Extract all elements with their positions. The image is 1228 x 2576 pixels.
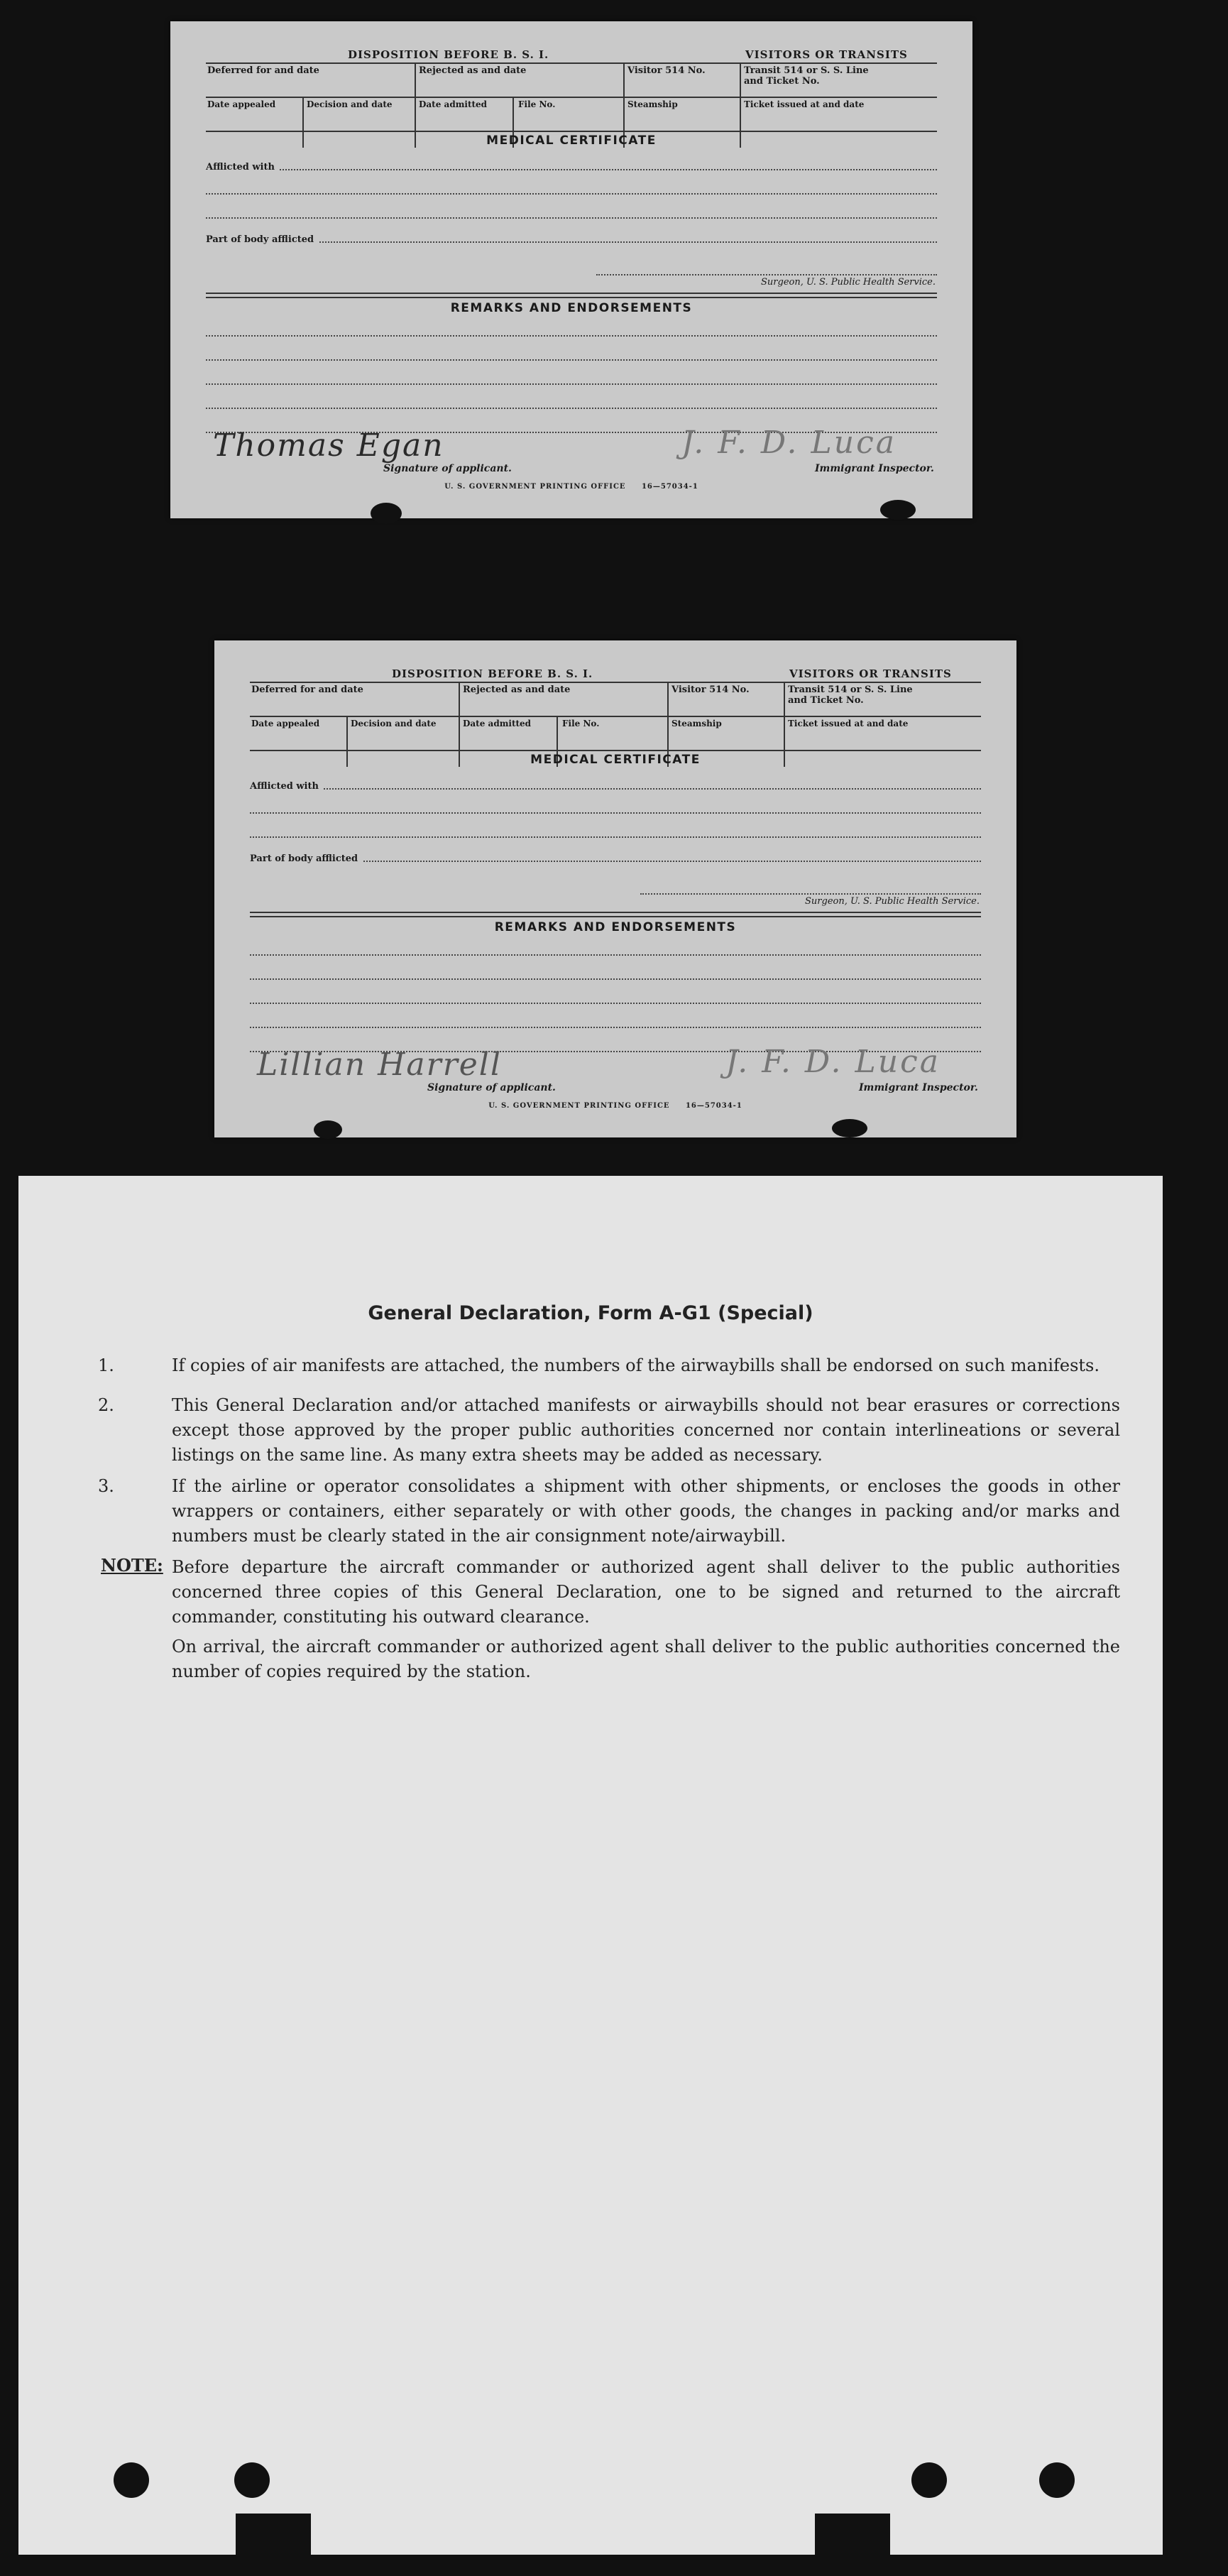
disposition-header: DISPOSITION BEFORE B. S. I. [392, 667, 593, 680]
part-of-body-label: Part of body afflicted [250, 853, 362, 864]
remarks-title: REMARKS AND ENDORSEMENTS [450, 301, 693, 315]
date-appealed-label: Date appealed [207, 99, 276, 109]
immigration-card-1 [170, 21, 972, 518]
file-no-label: File No. [562, 719, 600, 728]
remarks-title: REMARKS AND ENDORSEMENTS [494, 920, 737, 934]
deferred-label: Deferred for and date [251, 684, 363, 695]
immigrant-inspector-label: Immigrant Inspector. [815, 463, 934, 474]
visitor-label: Visitor 514 No. [671, 684, 750, 695]
afflicted-with-label: Afflicted with [250, 781, 323, 792]
ticket-label: Ticket issued at and date [788, 719, 909, 728]
punch-hole [911, 2462, 947, 2498]
declaration-title: General Declaration, Form A-G1 (Special) [368, 1302, 813, 1324]
punch-hole [234, 2462, 270, 2498]
immigration-card-2 [214, 640, 1016, 1137]
gpo-line: U. S. GOVERNMENT PRINTING OFFICE 16—57034-1 [444, 483, 698, 491]
punch-hole [114, 2462, 149, 2498]
edge-notch [815, 2514, 890, 2555]
medical-certificate-title: MEDICAL CERTIFICATE [530, 753, 701, 767]
applicant-signature: Lillian Harrell [257, 1047, 502, 1083]
declaration-item-3: 3. If the airline or operator consolidates a shipment with other shipments, or encloses the goods in other wrappers or containers, either separately or with other goods, the changes in packing and/or marks and numbers must be clearly stated in the air consignment note/airwaybill. [98, 1476, 1120, 1546]
rejected-label: Rejected as and date [419, 65, 527, 76]
note-label: NOTE: [101, 1555, 163, 1576]
transit-label: Transit 514 or S. S. Line and Ticket No. [744, 65, 869, 87]
general-declaration-page [18, 1176, 1163, 2555]
surgeon-label: Surgeon, U. S. Public Health Service. [761, 277, 936, 288]
decision-label: Decision and date [351, 719, 437, 728]
applicant-signature: Thomas Egan [213, 427, 444, 464]
steamship-label: Steamship [627, 99, 678, 109]
afflicted-with-label: Afflicted with [206, 162, 279, 173]
edge-notch [236, 2514, 311, 2555]
punch-hole [1039, 2462, 1075, 2498]
note-paragraph-1: Before departure the aircraft commander or authorized agent shall deliver to the public authorities concerned three copies of this General Declaration, one to be signed and returned to the aircraft commander, constituting his outward clearance. [172, 1557, 1120, 1627]
declaration-item-1: 1. If copies of air manifests are attached, the numbers of the airwaybills shall be endorsed on such manifests. [98, 1355, 1100, 1375]
medical-certificate-title: MEDICAL CERTIFICATE [486, 133, 657, 148]
ticket-label: Ticket issued at and date [744, 99, 865, 109]
inspector-signature: J. F. D. Luca [725, 1044, 941, 1080]
immigrant-inspector-label: Immigrant Inspector. [859, 1082, 978, 1093]
date-appealed-label: Date appealed [251, 719, 320, 728]
rejected-label: Rejected as and date [463, 684, 571, 695]
file-no-label: File No. [518, 99, 556, 109]
signature-applicant-label: Signature of applicant. [383, 463, 512, 474]
visitor-label: Visitor 514 No. [627, 65, 706, 76]
part-of-body-label: Part of body afflicted [206, 234, 318, 245]
note-paragraph-2: On arrival, the aircraft commander or authorized agent shall deliver to the public authorities concerned the number of copies required by the station. [172, 1637, 1120, 1681]
decision-label: Decision and date [307, 99, 393, 109]
transit-label: Transit 514 or S. S. Line and Ticket No. [788, 684, 913, 706]
declaration-item-2: 2. This General Declaration and/or attached manifests or airwaybills should not bear erasures or corrections except those approved by the proper public authorities concerned nor contain interlineations or several listings on the same line. As many extra sheets may be added as necessary. [98, 1395, 1120, 1465]
surgeon-label: Surgeon, U. S. Public Health Service. [805, 896, 980, 907]
deferred-label: Deferred for and date [207, 65, 319, 76]
visitors-header: VISITORS OR TRANSITS [789, 667, 952, 680]
signature-applicant-label: Signature of applicant. [427, 1082, 556, 1093]
steamship-label: Steamship [671, 719, 722, 728]
disposition-header: DISPOSITION BEFORE B. S. I. [348, 48, 549, 61]
visitors-header: VISITORS OR TRANSITS [745, 48, 908, 61]
date-admitted-label: Date admitted [463, 719, 532, 728]
date-admitted-label: Date admitted [419, 99, 488, 109]
gpo-line: U. S. GOVERNMENT PRINTING OFFICE 16—57034-1 [488, 1102, 742, 1110]
inspector-signature: J. F. D. Luca [681, 425, 897, 461]
